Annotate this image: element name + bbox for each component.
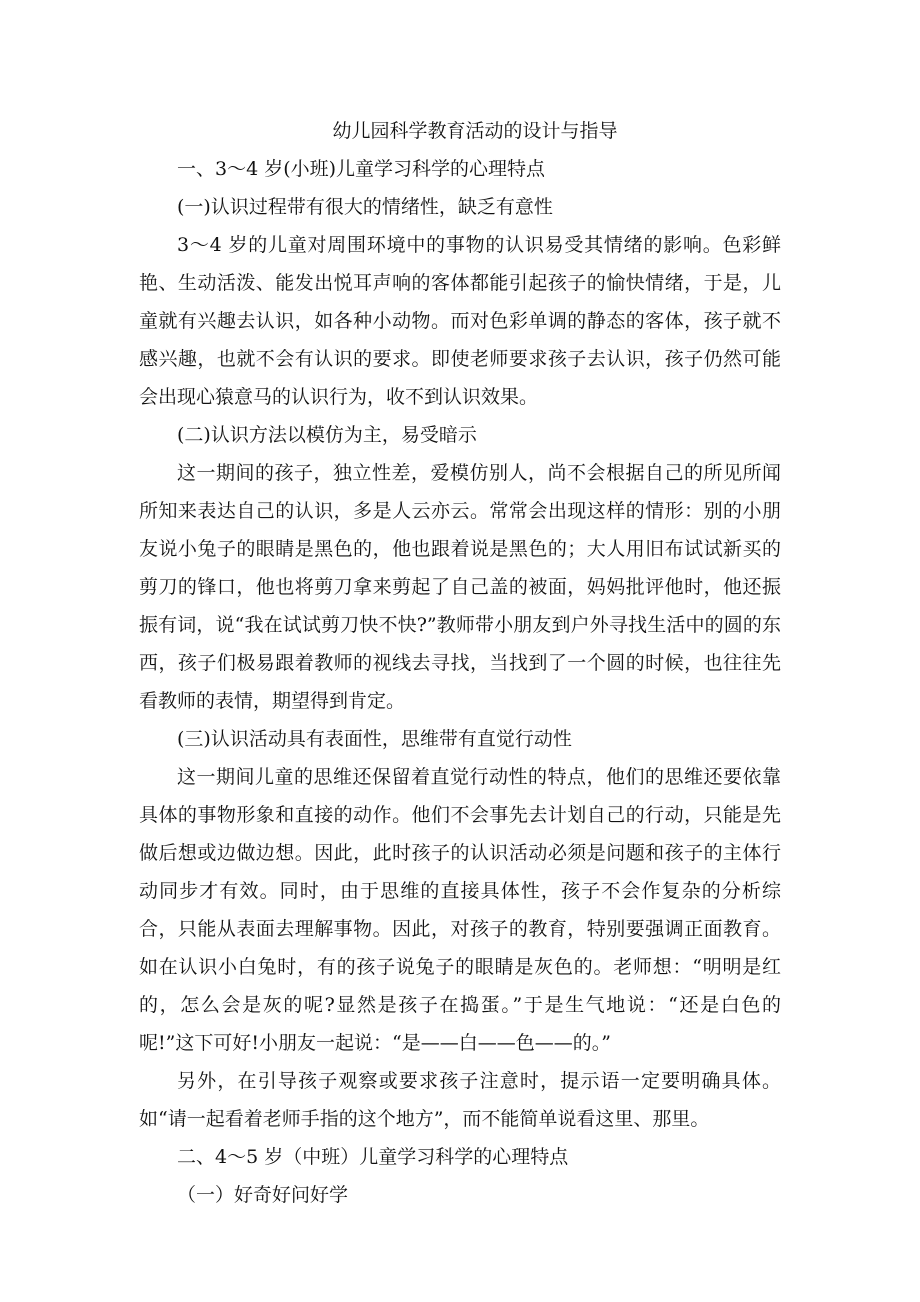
section-2-sub-1-heading: （一）好奇好问好学	[177, 1184, 349, 1206]
section-1-sub-3-heading: (三)认识活动具有表面性，思维带有直觉行动性	[177, 728, 572, 750]
section-1-sub-2-paragraph: 这一期间的孩子，独立性差，爱模仿别人，尚不会根据自己的所见所闻所知来表达自己的认识，多是人云亦云。常常会出现这样的情形：别的小朋友说小兔子的眼睛是黑色的，他也跟着说是黑色的；大人用旧布试试新买的剪刀的锋口，他也将剪刀拿来剪起了自己盖的被面，妈妈批评他时，他还振振有词，说“我在试试剪刀快不快?”教师带小朋友到户外寻找生活中的圆的东西，孩子们极易跟着教师的视线去寻找，当找到了一个圆的时候，也往往先看教师的表情，期望得到肯定。	[139, 462, 781, 712]
section-1-sub-3-paragraph: 这一期间儿童的思维还保留着直觉行动性的特点，他们的思维还要依靠具体的事物形象和直接的动作。他们不会事先去计划自己的行动，只能是先做后想或边做边想。因此，此时孩子的认识活动必须是问题和孩子的主体行动同步才有效。同时，由于思维的直接具体性，孩子不会作复杂的分析综合，只能从表面去理解事物。因此，对孩子的教育，特别要强调正面教育。如在认识小白兔时，有的孩子说兔子的眼睛是灰色的。老师想：“明明是红的，怎么会是灰的呢?显然是孩子在捣蛋。”于是生气地说：“还是白色的呢!”这下可好!小朋友一起说：“是——白——色——的。”	[139, 766, 781, 1054]
section-1-sub-3-extra-paragraph: 另外，在引导孩子观察或要求孩子注意时，提示语一定要明确具体。如“请一起看着老师手指的这个地方”，而不能简单说看这里、那里。	[139, 1070, 781, 1130]
document-title: 幼儿园科学教育活动的设计与指导	[332, 120, 618, 142]
section-1-heading: 一、3～4 岁(小班)儿童学习科学的心理特点	[177, 158, 546, 180]
section-1-sub-1-paragraph: 3～4 岁的儿童对周围环境中的事物的认识易受其情绪的影响。色彩鲜艳、生动活泼、能发出悦耳声响的客体都能引起孩子的愉快情绪，于是，儿童就有兴趣去认识，如各种小动物。而对色彩单调的静态的客体，孩子就不感兴趣，也就不会有认识的要求。即使老师要求孩子去认识，孩子仍然可能会出现心猿意马的认识行为，收不到认识效果。	[139, 234, 781, 408]
section-1-sub-1-heading: (一)认识过程带有很大的情绪性，缺乏有意性	[177, 196, 553, 218]
document-content	[139, 112, 781, 1214]
section-1-sub-2-heading: (二)认识方法以模仿为主，易受暗示	[177, 424, 477, 446]
section-2-heading: 二、4～5 岁（中班）儿童学习科学的心理特点	[177, 1146, 569, 1168]
